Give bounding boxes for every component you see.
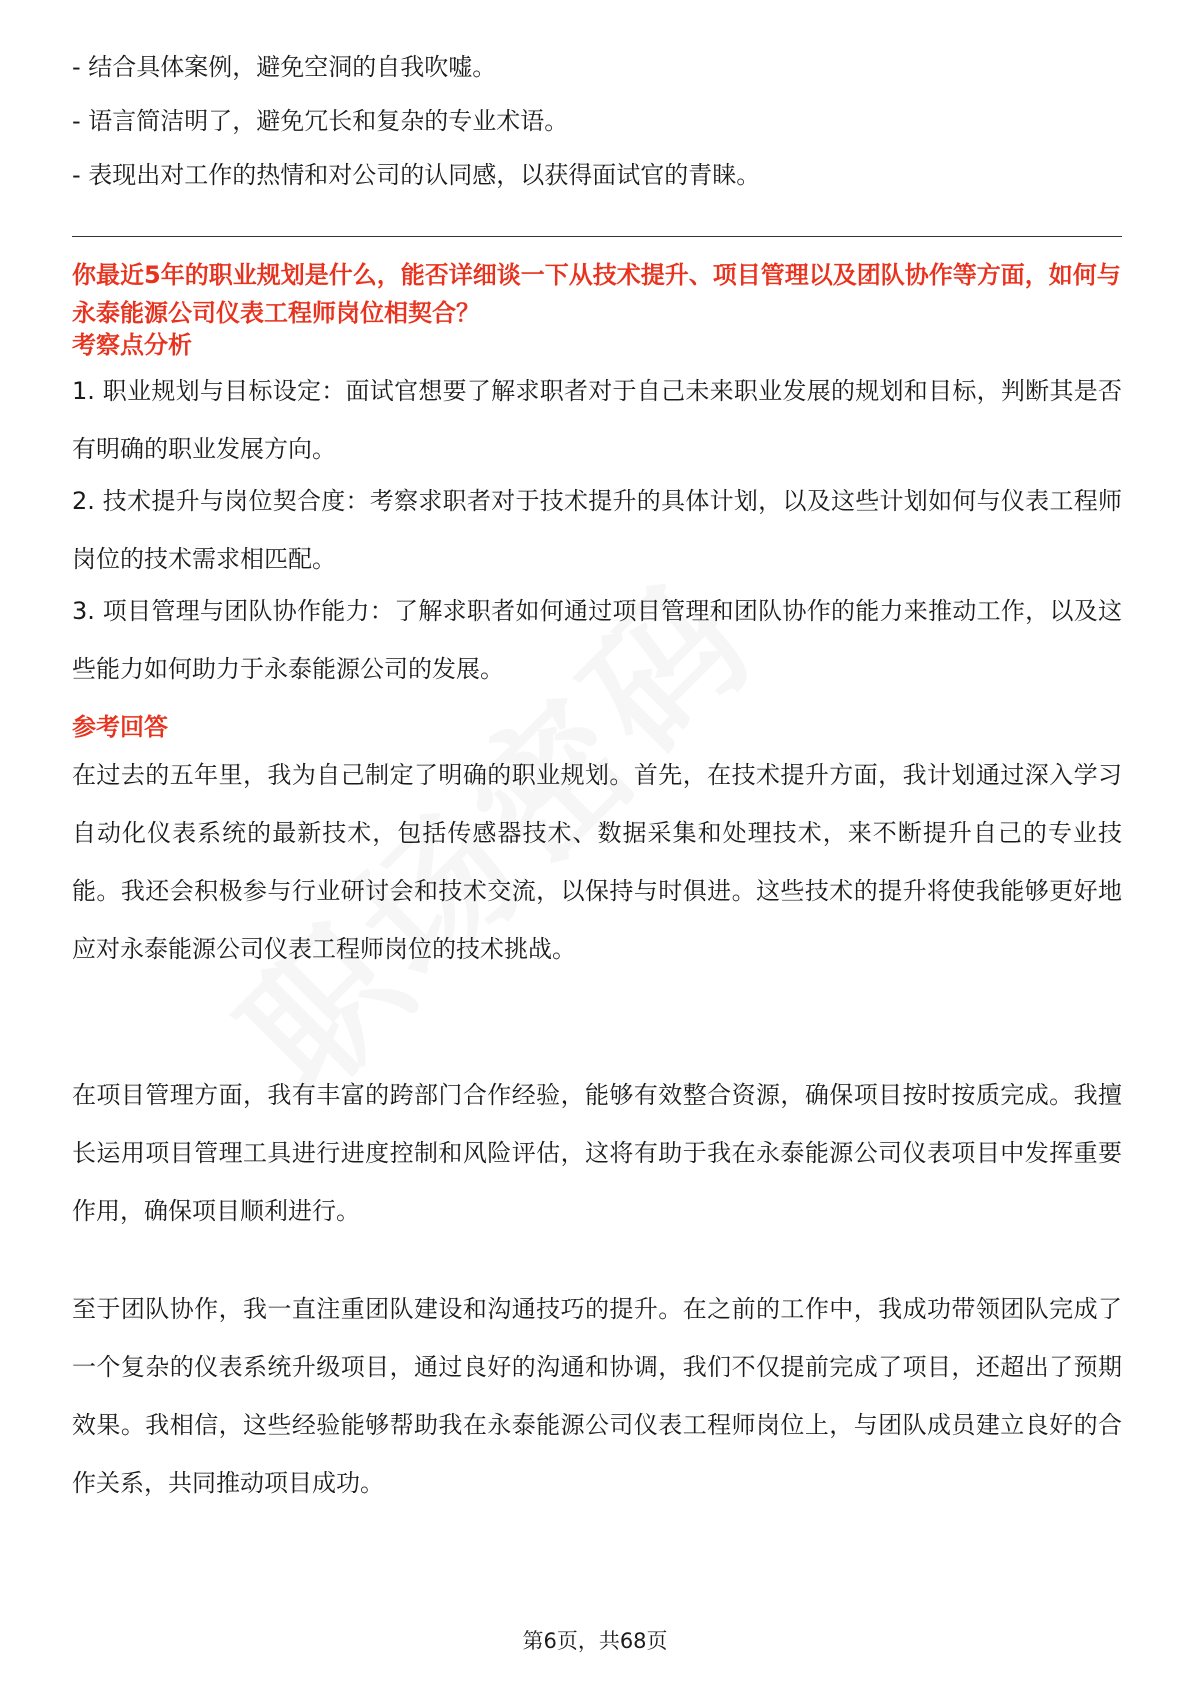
answer-paragraph: 在过去的五年里，我为自己制定了明确的职业规划。首先，在技术提升方面，我计划通过深入学习自动化仪表系统的最新技术，包括传感器技术、数据采集和处理技术，来不断提升自己的专业技能。我还会积极参与行业研讨会和技术交流，以保持与时俱进。这些技术的提升将使我能够更好地应对永泰能源公司仪表工程师岗位的技术挑战。 [72,761,1122,963]
tip-item: - 语言简洁明了，避免冗长和复杂的专业术语。 [72,107,569,135]
analysis-heading: 考察点分析 [72,331,192,359]
tip-item: - 结合具体案例，避免空洞的自我吹嘘。 [72,53,497,81]
interview-question: 你最近5年的职业规划是什么，能否详细谈一下从技术提升、项目管理以及团队协作等方面，如何与永泰能源公司仪表工程师岗位相契合？ [72,261,1121,327]
analysis-point: 2. 技术提升与岗位契合度：考察求职者对于技术提升的具体计划，以及这些计划如何与仪表工程师岗位的技术需求相匹配。 [72,487,1122,573]
analysis-point: 3. 项目管理与团队协作能力：了解求职者如何通过项目管理和团队协作的能力来推动工作，以及这些能力如何助力于永泰能源公司的发展。 [72,597,1122,683]
tip-item: - 表现出对工作的热情和对公司的认同感，以获得面试官的青睐。 [72,161,761,189]
section-divider [72,236,1122,237]
page-footer: 第6页，共68页 [522,1629,668,1653]
analysis-point: 1. 职业规划与目标设定：面试官想要了解求职者对于自己未来职业发展的规划和目标，判断其是否有明确的职业发展方向。 [72,377,1122,463]
answer-paragraph: 在项目管理方面，我有丰富的跨部门合作经验，能够有效整合资源，确保项目按时按质完成。我擅长运用项目管理工具进行进度控制和风险评估，这将有助于我在永泰能源公司仪表项目中发挥重要作用，确保项目顺利进行。 [72,1081,1122,1225]
answer-paragraph: 至于团队协作，我一直注重团队建设和沟通技巧的提升。在之前的工作中，我成功带领团队完成了一个复杂的仪表系统升级项目，通过良好的沟通和协调，我们不仅提前完成了项目，还超出了预期效果。我相信，这些经验能够帮助我在永泰能源公司仪表工程师岗位上，与团队成员建立良好的合作关系，共同推动项目成功。 [72,1295,1122,1497]
answer-heading: 参考回答 [72,713,168,741]
